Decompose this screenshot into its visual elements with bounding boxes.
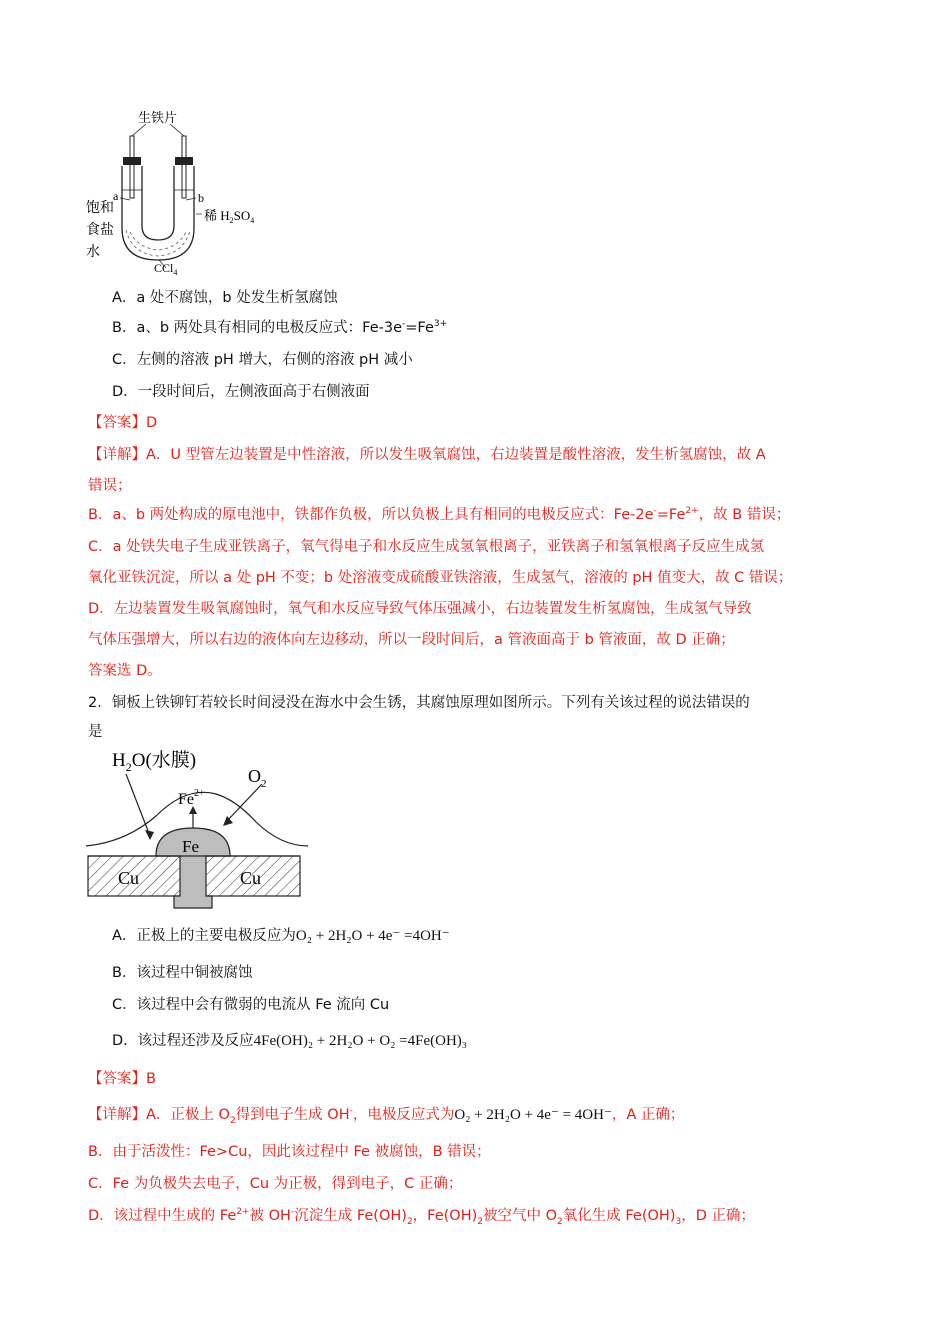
rivet-figure [86,746,308,912]
q2-option-d: D．该过程还涉及反应4Fe(OH)₂ + 2H₂O + O₂ =4Fe(OH)₃ [112,1033,468,1049]
fe-label: Fe [182,837,199,856]
o2-label: $O_2$ [248,766,267,790]
q1-detail-3: B．a、b 两处构成的原电池中，铁都作负极，所以负极上具有相同的电极反应式：$Fe-2e^-=Fe^{2+}$，故 B 错误； [88,506,791,523]
q1-option-b: B．a、b 两处具有相同的电极反应式：$Fe-3e^-=Fe^{3+}$ [112,319,448,336]
q1-option-d: D．一段时间后，左侧液面高于右侧液面 [112,384,370,400]
q2-option-c: C．该过程中会有微弱的电流从 Fe 流向 Cu [112,997,390,1013]
q2-option-a: A．正极上的主要电极反应为O₂ + 2H₂O + 4e⁻ =4OH⁻ [112,928,450,944]
label-bottom: CCl$_4$ [154,261,178,277]
q1-detail-2: 错误； [88,478,132,494]
label-left-3: 水 [86,245,100,260]
q2-answer: 【答案】B [88,1071,156,1087]
iron-strip-right [182,136,186,198]
q1-option-c: C．左侧的溶液 pH 增大，右侧的溶液 pH 减小 [112,352,413,368]
q1-detail-6: D．左边装置发生吸氧腐蚀时，氧气和水反应导致气体压强减小，右边装置发生析氢腐蚀，生成氢气导致 [88,601,752,617]
q1-detail-8: 答案选 D。 [88,663,162,679]
q2-stem-2: 是 [88,724,103,740]
stopper-left [123,157,141,165]
label-b: b [198,191,204,205]
label-top: 生铁片 [138,110,178,125]
label-left-1: 饱和 [86,201,114,216]
q1-answer: 【答案】D [88,415,158,431]
label-a: a [113,189,119,203]
q1-option-a: A．a 处不腐蚀，b 处发生析氢腐蚀 [112,290,338,306]
cu-left-label: Cu [118,868,140,888]
q1-detail-7: 气体压强增大，所以右边的液体向左边移动，所以一段时间后，a 管液面高于 b 管液面，故 D 正确； [88,632,735,648]
q2-detail-2: B．由于活泼性：Fe>Cu，因此该过程中 Fe 被腐蚀，B 错误； [88,1144,491,1160]
label-right: 稀 $H_2SO_4$ [204,208,255,225]
q2-detail-3: C．Fe 为负极失去电子，Cu 为正极，得到电子，C 正确； [88,1176,463,1192]
q1-detail-5: 氧化亚铁沉淀，所以 a 处 pH 不变；b 处溶液变成硫酸亚铁溶液，生成氢气，溶液的 pH 值变大，故 C 错误； [88,570,793,586]
q2-stem-1: 2．铜板上铁铆钉若较长时间浸没在海水中会生锈，其腐蚀原理如图所示。下列有关该过程的说法错误的 [88,695,750,711]
q2-detail-1: 【详解】A．正极上 $O_2$得到电子生成 OH-，电极反应式为O₂ + 2H₂O + 4e⁻ = 4OH⁻，A 正确； [88,1106,685,1126]
fe-ion-label: $Fe^{2+}$ [178,788,205,808]
iron-strip-left [130,136,134,198]
q1-detail-1: 【详解】A．U 型管左边装置是中性溶液，所以发生吸氧腐蚀，右边装置是酸性溶液，发生析氢腐蚀，故 A [88,447,766,463]
u-tube-figure [86,110,286,280]
cu-right-label: Cu [240,868,262,888]
q1-detail-4: C．a 处铁失电子生成亚铁离子，氧气得电子和水反应生成氢氧根离子，亚铁离子和氢氧根离子反应生成氢 [88,539,765,555]
label-left-2: 食盐 [86,223,114,238]
u-tube-inner [142,166,174,240]
q2-option-b: B．该过程中铜被腐蚀 [112,965,253,981]
q2-detail-4: D．该过程中生成的 $Fe^{2+}$被 OH-沉淀生成 $Fe(OH)_2$，$Fe(OH)_2$被空气中 $O_2$氧化生成 $Fe(OH)_3$，D 正确； [88,1207,756,1227]
stopper-right [175,157,193,165]
water-label: $H_2O$(水膜) [112,750,197,774]
